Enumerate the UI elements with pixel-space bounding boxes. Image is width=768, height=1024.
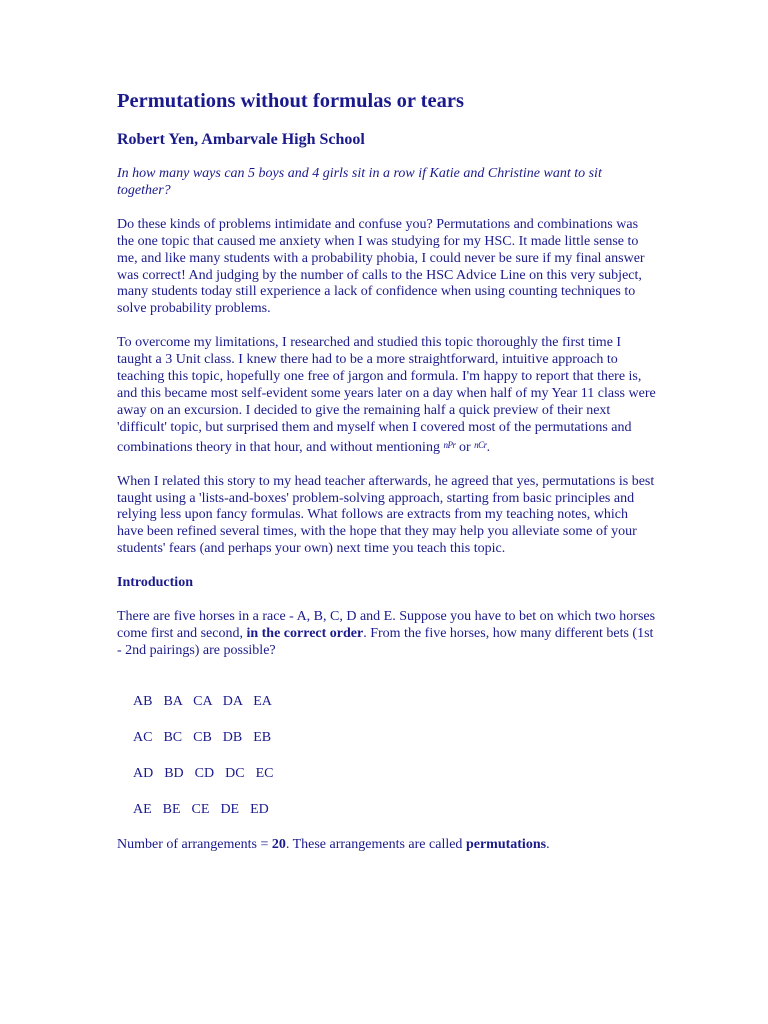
opening-question: In how many ways can 5 boys and 4 girls sit in a row if Katie and Christine want to sit together? — [117, 166, 602, 198]
paragraph-2 — [117, 335, 657, 456]
section-heading-introduction: Introduction — [117, 575, 193, 591]
conclusion-after: . — [546, 836, 550, 852]
term-permutations: permutations — [465, 836, 547, 852]
intro-emphasis: in the correct order — [246, 625, 364, 641]
conclusion-line — [117, 837, 657, 854]
arrangement-count: 20 — [271, 836, 286, 852]
paragraph-2-end: . — [486, 439, 491, 455]
page-title: Permutations without formulas or tears — [117, 90, 464, 112]
paragraph-3: When I related this story to my head teacher afterwards, he agreed that yes, permutations is best taught using a 'lists-and-boxes' problem-solving approach, starting from basic principles and relying less upon fancy formulas. What follows are extracts from my teaching notes, which have been refined several times, with the hope that they may help you alleviate some of your students' fears (and perhaps your own) next time you teach this topic. — [117, 473, 655, 557]
paragraph-2-text: To overcome my limitations, I researched and studied this topic thoroughly the first time I taught a 3 Unit class. I knew there had to be a more straightforward, intuitive approach to teaching this topic, hopefully one free of jargon and formula. I'm happy to report that there is, and this became most self-evident some years later on a day when half of my Year 11 class were away on an excursion. I decided to give the remaining half a quick preview of their next 'difficult' topic, but surprised them and myself when I covered most of the permutations and combinations theory in that hour, and without mentioning — [117, 335, 656, 455]
paragraph-2-or: or — [455, 439, 475, 455]
permutation-row-1: AB BA CA DA EA — [133, 693, 272, 709]
conclusion-before: Number of arrangements = — [117, 836, 272, 852]
article — [117, 88, 657, 854]
author-line: Robert Yen, Ambarvale High School — [117, 131, 365, 148]
conclusion-middle: . These arrangements are called — [285, 836, 466, 852]
paragraph-1: Do these kinds of problems intimidate and confuse you? Permutations and combinations was the one topic that caused me anxiety when I was studying for my HSC. It made little sense to me, and like many students with a probability phobia, I could never be sure if my final answer was correct! And judging by the number of calls to the HSC Advice Line on this very subject, many students today still experience a lack of confidence when using counting techniques to solve probability problems. — [117, 216, 645, 317]
permutation-row-4: AE BE CE DE ED — [133, 801, 269, 817]
introduction-paragraph — [117, 609, 657, 660]
intro-text-after: . From the five horses, how many different bets (1st - 2nd pairings) are possible? — [117, 625, 654, 658]
permutation-row-2: AC BC CB DB EB — [133, 729, 272, 745]
ncr-notation: nCr — [474, 439, 487, 450]
permutation-row-3: AD BD CD DC EC — [133, 765, 274, 781]
npr-notation: nPr — [443, 439, 456, 450]
intro-text-before: There are five horses in a race - A, B, C, D and E. Suppose you have to bet on which two horses come first and second, — [117, 609, 656, 641]
